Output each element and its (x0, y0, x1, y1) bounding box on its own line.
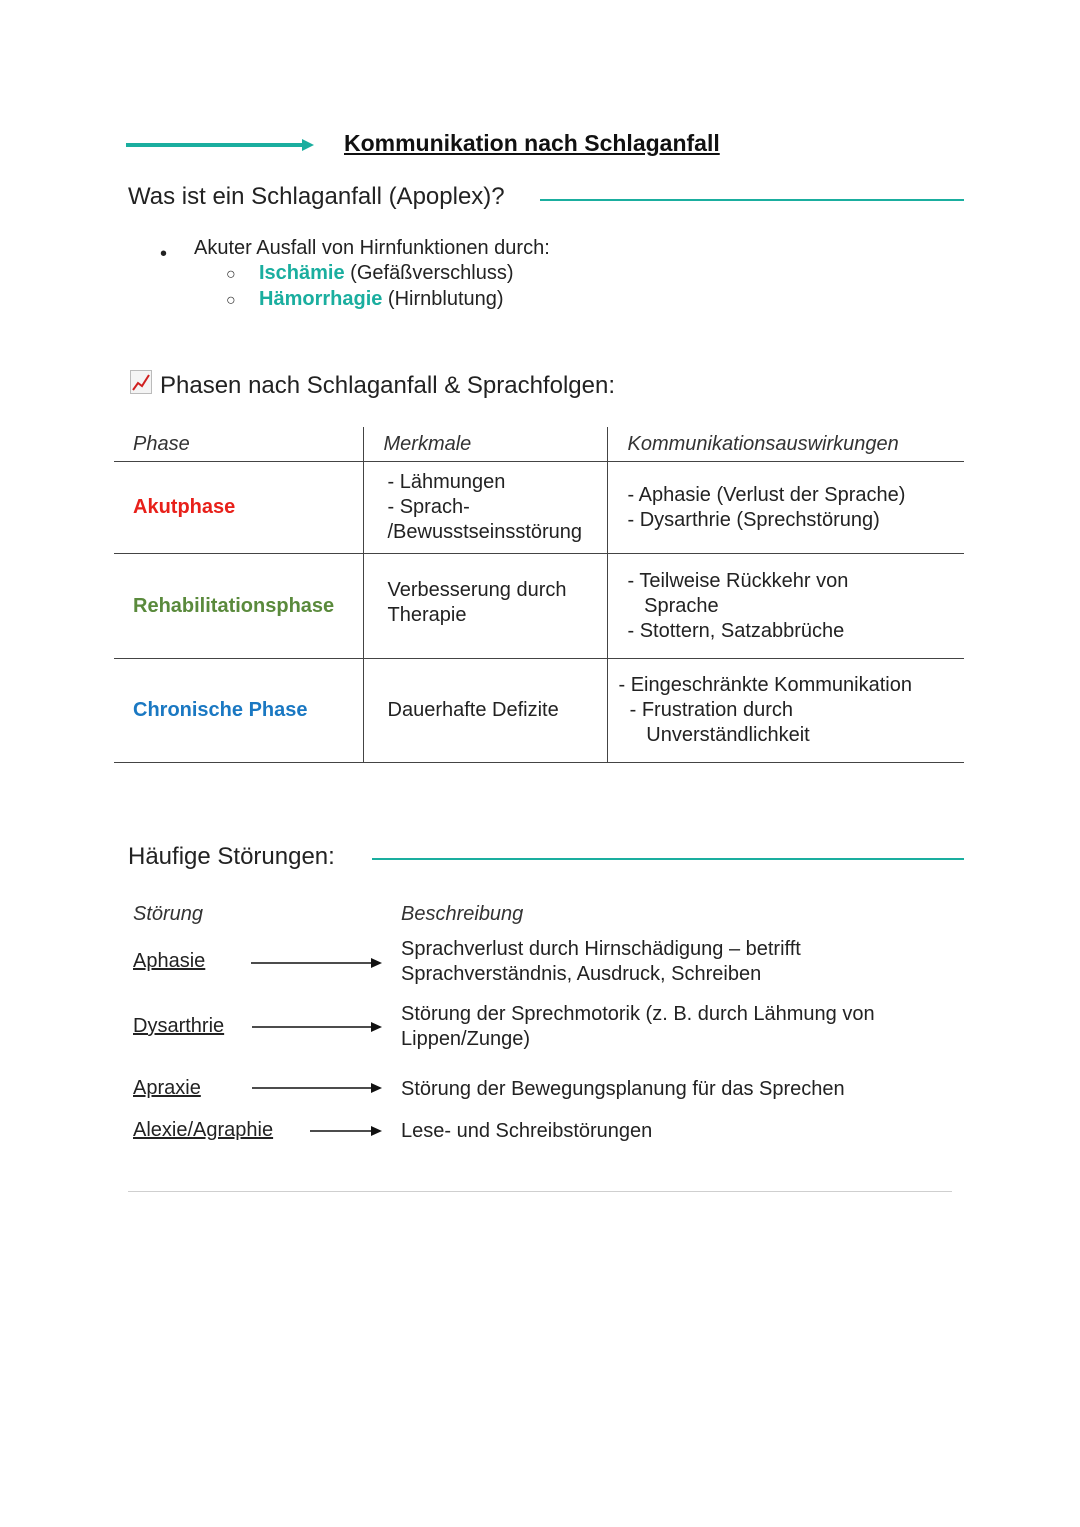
phase-table (114, 427, 964, 763)
column-header-phase: Phase (114, 427, 363, 462)
effects-cell (607, 659, 964, 763)
table-row (114, 462, 964, 554)
disorder-name: Alexie/Agraphie (133, 1119, 274, 1141)
description-line: Lese- und Schreibstörungen (401, 1120, 653, 1142)
features-cell (363, 462, 607, 554)
effect-line: Unverständlichkeit (618, 724, 810, 746)
description-line: Sprachverständnis, Ausdruck, Schreiben (401, 963, 762, 985)
table-header-row (114, 427, 964, 462)
bullet-text: Akuter Ausfall von Hirnfunktionen durch: (194, 237, 550, 259)
sub-item-ischaemia: Ischämie (Gefäßverschluss) (259, 262, 514, 284)
phase-chronic: Chronische Phase (114, 659, 363, 763)
effect-line: - Teilweise Rückkehr von (627, 569, 849, 592)
disorder-name: Apraxie (133, 1077, 201, 1099)
features-cell (363, 659, 607, 763)
column-header-disorder: Störung (133, 903, 204, 925)
feature-line: - Sprach- (387, 496, 470, 518)
arrow-right-icon (252, 1021, 383, 1033)
effect-line: Sprache (627, 594, 719, 617)
feature-line: Verbesserung durch (387, 579, 567, 601)
features-cell (363, 554, 607, 659)
phase-acute: Akutphase (114, 462, 363, 554)
arrow-right-icon (310, 1125, 383, 1137)
sub-bullet-circle-icon: ○ (226, 292, 236, 309)
phase-rehabilitation: Rehabilitationsphase (114, 554, 363, 659)
disorder-description (401, 1002, 875, 1052)
section-heading-phases: Phasen nach Schlaganfall & Sprachfolgen: (160, 372, 615, 399)
feature-line: Therapie (387, 604, 467, 626)
description-line: Störung der Bewegungsplanung für das Sprechen (401, 1078, 845, 1100)
bullet-dot-icon: • (160, 243, 168, 265)
chart-increasing-icon (130, 370, 152, 394)
column-header-description: Beschreibung (401, 903, 524, 925)
feature-line: - Lähmungen (387, 471, 506, 493)
section-divider-line (540, 199, 964, 201)
effect-line: - Stottern, Satzabbrüche (627, 619, 845, 642)
disorder-description (401, 1077, 845, 1102)
column-header-effects: Kommunikationsauswirkungen (607, 427, 964, 462)
table-row (114, 554, 964, 659)
sub-bullet-circle-icon: ○ (226, 266, 236, 283)
bottom-divider-line (128, 1191, 952, 1192)
feature-line: /Bewusstseinsstörung (387, 521, 583, 543)
effects-cell (607, 462, 964, 554)
disorder-name: Aphasie (133, 950, 206, 972)
effects-cell (607, 554, 964, 659)
title-arrow-icon (126, 138, 314, 152)
effect-line: - Frustration durch (618, 699, 794, 721)
feature-line: Dauerhafte Defizite (387, 699, 559, 721)
disorder-description (401, 937, 801, 987)
effect-line: - Eingeschränkte Kommunikation (618, 674, 912, 696)
arrow-right-icon (252, 1082, 383, 1094)
effect-line: - Dysarthrie (Sprechstörung) (627, 508, 880, 531)
arrow-right-icon (251, 957, 383, 969)
description-line: Störung der Sprechmotorik (z. B. durch Lähmung von (401, 1003, 875, 1025)
sub-item-haemorrhage: Hämorrhagie (Hirnblutung) (259, 288, 504, 310)
section-heading-stroke: Was ist ein Schlaganfall (Apoplex)? (128, 183, 505, 210)
section-divider-line (372, 858, 964, 860)
section-heading-disorders: Häufige Störungen: (128, 843, 335, 870)
description-line: Lippen/Zunge) (401, 1028, 530, 1050)
column-header-features: Merkmale (363, 427, 607, 462)
disorder-description (401, 1119, 652, 1144)
table-row (114, 659, 964, 763)
description-line: Sprachverlust durch Hirnschädigung – betrifft (401, 938, 801, 960)
page-title: Kommunikation nach Schlaganfall (344, 130, 720, 156)
disorder-name: Dysarthrie (133, 1015, 225, 1037)
effect-line: - Aphasie (Verlust der Sprache) (627, 483, 906, 506)
